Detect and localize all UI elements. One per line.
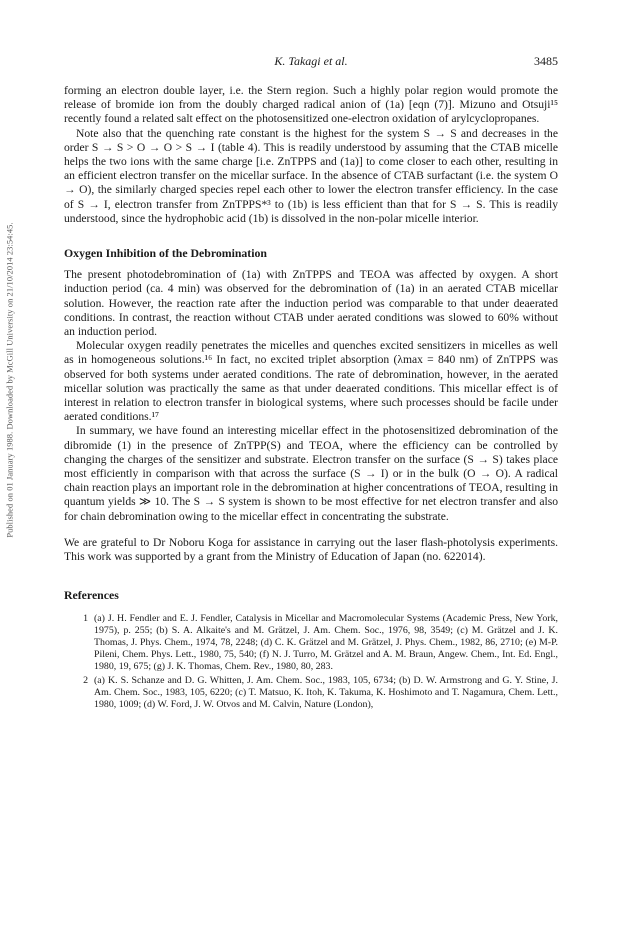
paragraph: In summary, we have found an interesting micellar effect in the photosensitized debromination of the dibromide (1) in the presence of ZnTPP(S) and TEOA, where the efficiency can be controlled by changing the charges of the sensitizer and substrate. Electron transfer on the surface (S → S) takes place most efficiently in comparison with that across the surface (S → I) or in the bulk (O → O). A radical chain reaction plays an important role in the debromination at higher concentrations of TEOA, resulting in quantum yields ≫ 10. The S → S system is shown to be most effective for net electron transfer and also for chain debromination owing to the micellar effect in concentrating the substrate. <box>64 424 558 523</box>
reference-item <box>64 675 558 712</box>
reference-number: 2 <box>83 674 88 686</box>
paragraph: forming an electron double layer, i.e. the Stern region. Such a highly polar region would promote the release of bromide ion from the doubly charged radical anion of (1a) [eqn (7)]. Mizuno and Otsuji¹⁵ recently found a related salt effect on the photosensitized one-electron oxidation of arylcyclopropanes. <box>64 84 558 126</box>
page-number: 3485 <box>534 54 558 68</box>
reference-text: (a) J. H. Fendler and E. J. Fendler, Catalysis in Micellar and Macromolecular Systems (Academic Press, New York, 1975), p. 255; (b) S. A. Alkaite's and M. Grätzel, J. Am. Chem. Soc., 1976, 98, 3549; (c) M. Grätzel and J. K. Thomas, J. Phys. Chem., 1974, 78, 2248; (d) C. K. Grätzel and M. Grätzel, J. Phys. Chem., 1982, 86, 2710; (e) M-P. Pileni, Chem. Phys. Lett., 1980, 75, 540; (f) N. J. Turro, M. Grätzel and A. M. Braun, Angew. Chem., Int. Ed. Engl., 1980, 19, 675; (g) J. K. Thomas, Chem. Rev., 1980, 80, 283. <box>94 612 558 673</box>
reference-text: (a) K. S. Schanze and D. G. Whitten, J. Am. Chem. Soc., 1983, 105, 6734; (b) D. W. Armstrong and G. Y. Stine, J. Am. Chem. Soc., 1983, 105, 6220; (c) T. Matsuo, K. Itoh, K. Takuma, K. Hoshimoto and T. Nagamura, Chem. Lett., 1980, 1009; (d) W. Ford, J. W. Otvos and M. Calvin, Nature (London), <box>94 674 558 710</box>
references-heading: References <box>64 588 119 603</box>
section-heading: Oxygen Inhibition of the Debromination <box>64 246 267 261</box>
paragraph: Note also that the quenching rate constant is the highest for the system S → S and decreases in the order S → S > O → O > S → I (table 4). This is readily understood by assuming that the CTAB micelle helps the two ions with the same charge [i.e. ZnTPPS and (1a)] to come closer to each other, resulting in an efficient electron transfer on the micellar surface. In the absence of CTAB surfactant (i.e. the system O → O), the similarly charged species repel each other to lower the electron transfer efficiency. In the case of S → I, electron transfer from ZnTPPS*³ to (1b) is less efficient than that for S → S. This is readily understood, since the hydrophobic acid (1b) is dissolved in the non-polar micelle interior. <box>64 126 558 225</box>
references-list <box>64 613 558 712</box>
running-head: K. Takagi et al. <box>274 54 348 68</box>
article-body <box>64 84 558 712</box>
reference-item <box>64 613 558 674</box>
acknowledgement: We are grateful to Dr Noboru Koga for assistance in carrying out the laser flash-photolysis experiments. This work was supported by a grant from the Ministry of Education of Japan (no. 622014). <box>64 535 558 564</box>
paragraph: The present photodebromination of (1a) with ZnTPPS and TEOA was affected by oxygen. A short induction period (ca. 4 min) was observed for the debromination of (1a) in an aerated CTAB micellar solution. However, the reaction rate after the induction period was comparable to that under deaerated conditions. In contrast, the reaction without CTAB under aerated conditions was slowed to 60% without an induction period. <box>64 268 558 339</box>
paragraph: Molecular oxygen readily penetrates the micelles and quenches excited sensitizers in micelles as well as in homogeneous solutions.¹⁶ In fact, no excited triplet absorption (λmax = 840 nm) of ZnTPPS was observed for both systems under aerated conditions. The rate of debromination, however, in the aerated micellar solution was practically the same as that under deaerated conditions. This micellar effect is of interest in relation to electron transfer in biological systems, where such processes should be facile under aerated conditions.¹⁷ <box>64 339 558 424</box>
page-header <box>64 54 558 68</box>
reference-number: 1 <box>83 612 88 624</box>
download-notice <box>2 150 18 610</box>
download-notice-text: Published on 01 January 1988. Downloaded by McGill University on 21/10/2014 23:54:45. <box>5 222 15 538</box>
